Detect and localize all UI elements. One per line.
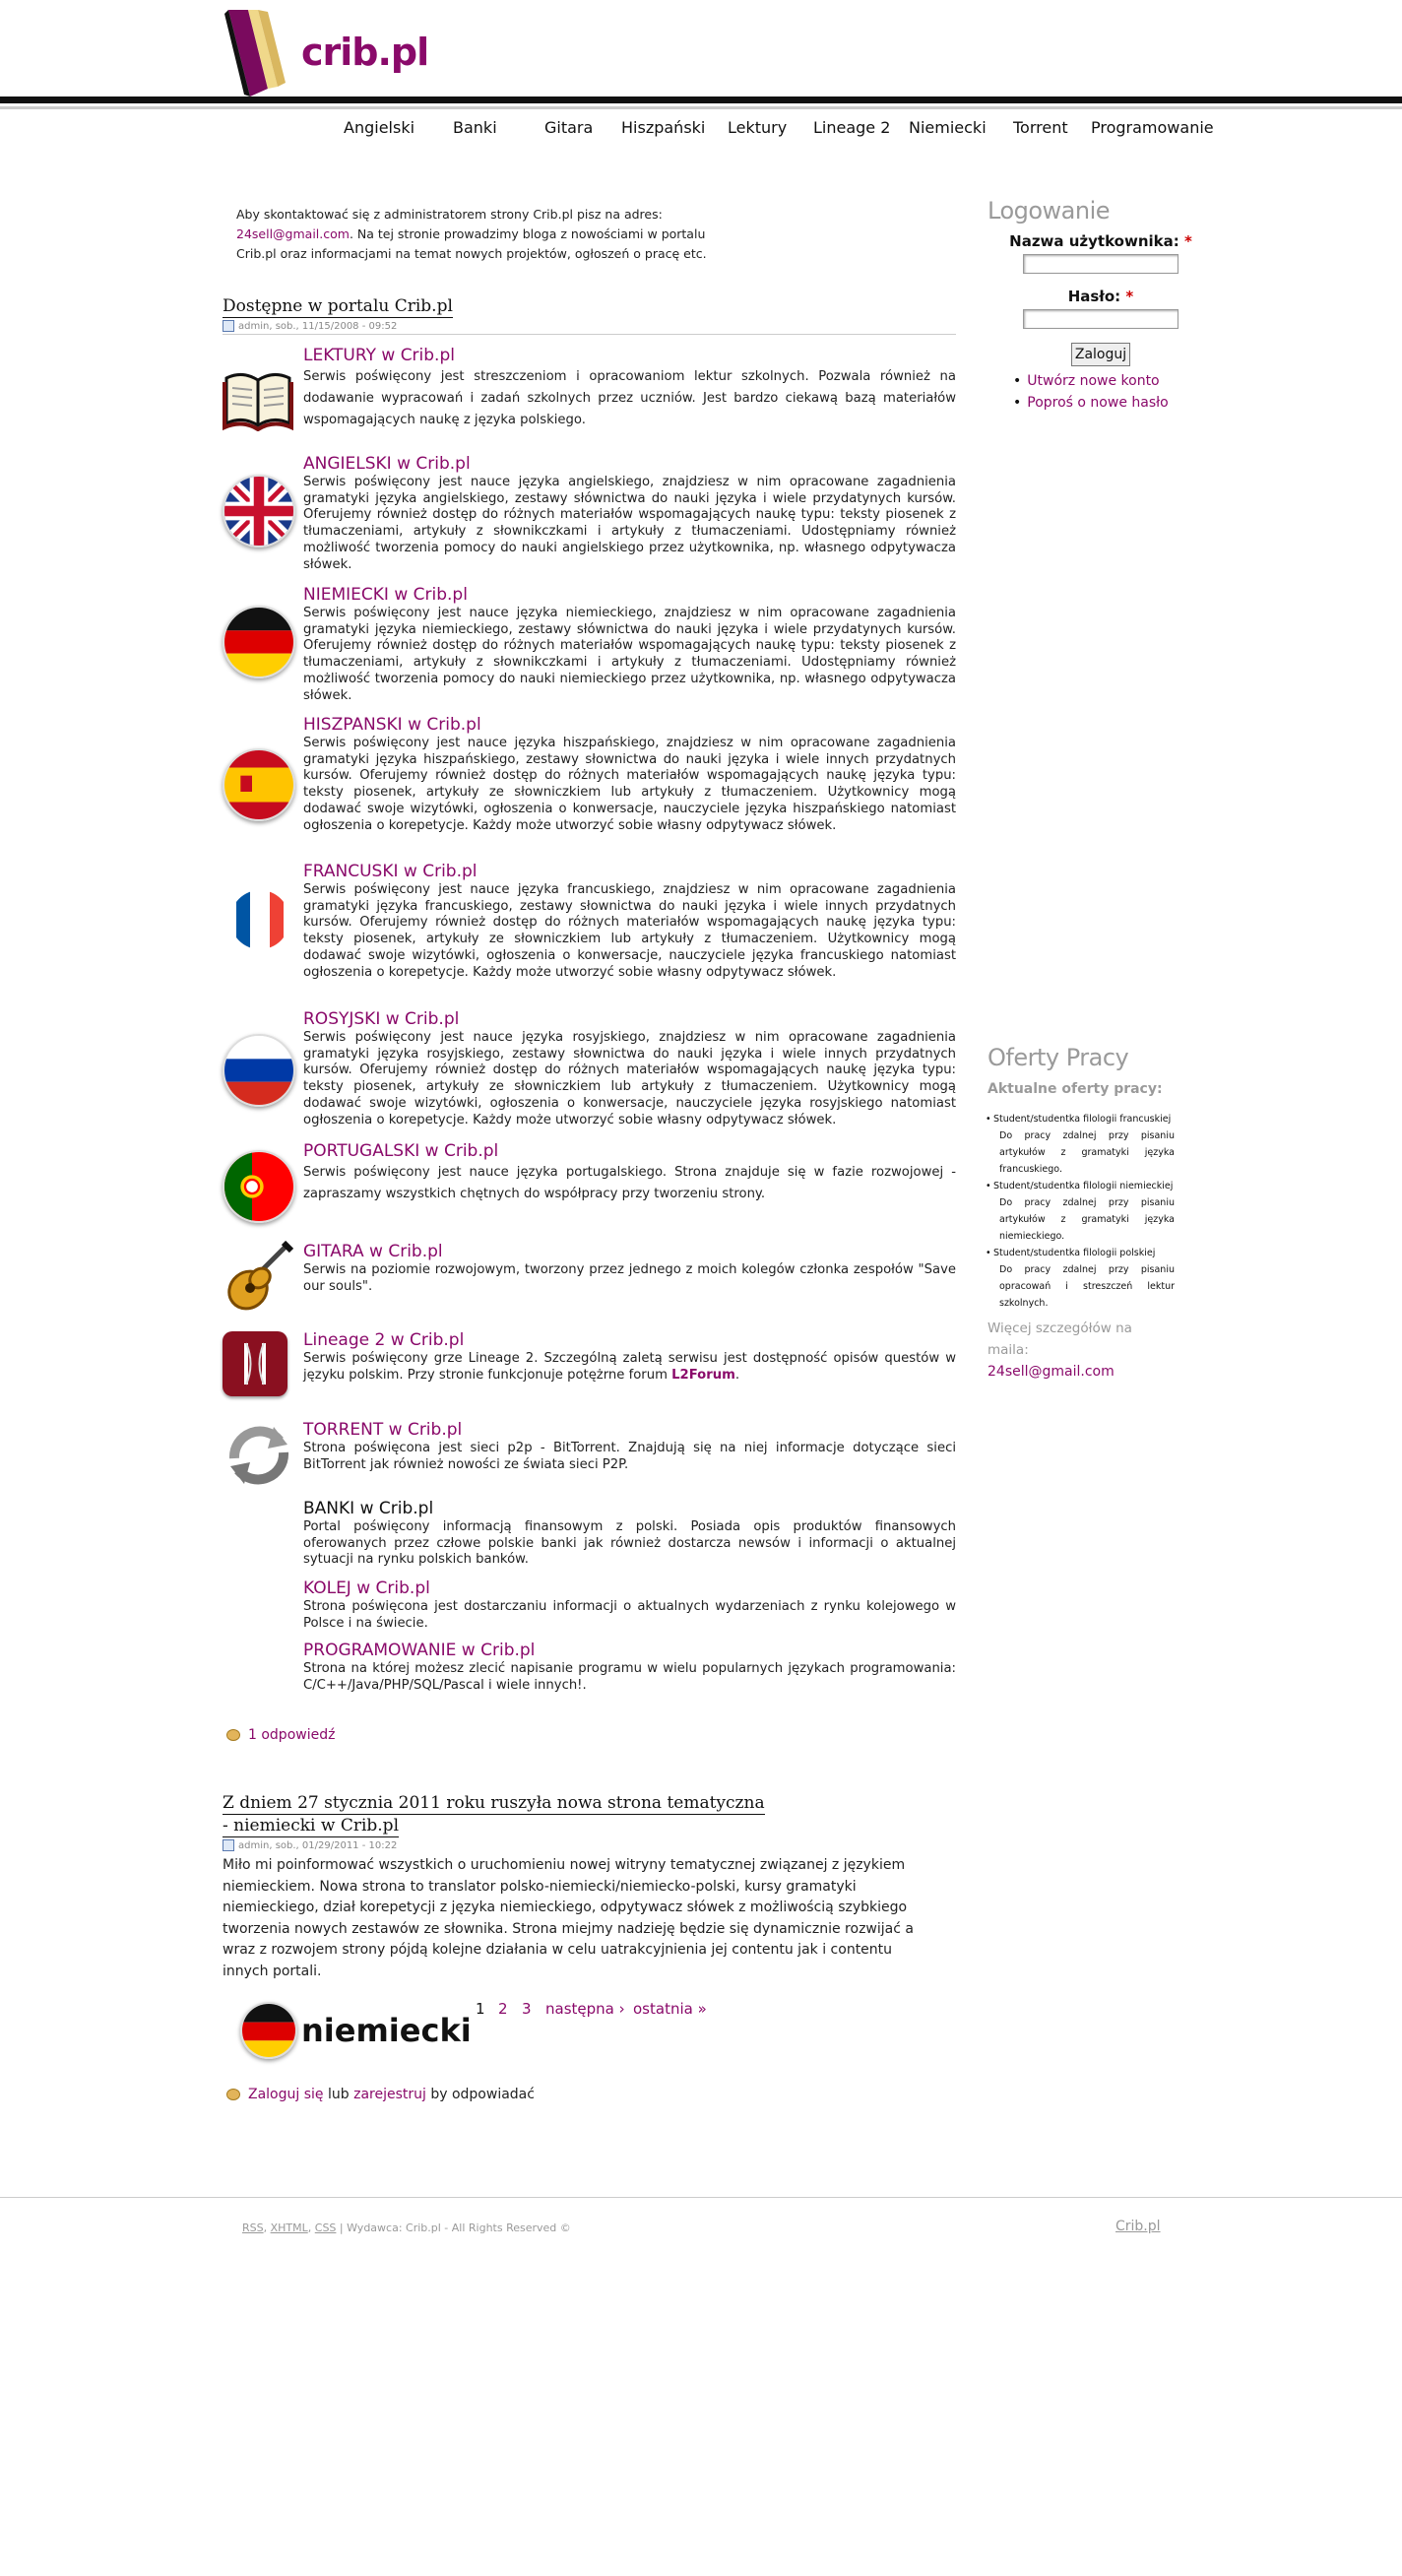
service-text <box>303 453 956 573</box>
username-input[interactable] <box>1023 254 1179 274</box>
account-links <box>1013 370 1214 414</box>
jobs-subtitle: Aktualne oferty pracy: <box>988 1081 1163 1097</box>
germany-flag-icon <box>240 2002 297 2059</box>
username-label-text: Nazwa użytkownika: <box>1009 232 1179 250</box>
reply-login-prompt <box>226 2087 956 2102</box>
torrent-arrows-icon <box>223 1419 295 1492</box>
replies-count[interactable]: 1 odpowiedź <box>248 1727 336 1743</box>
service-title[interactable]: FRANCUSKI w Crib.pl <box>303 862 478 881</box>
service-text <box>303 1498 956 1569</box>
l2forum-link[interactable]: L2Forum <box>671 1367 735 1383</box>
service-text <box>303 861 956 981</box>
service-desc: Serwis poświęcony jest nauce języka hiszpańskiego, znajdziesz w nim opracowane zagadnienia gramatyki języka hiszpańskiego, zestawy słownictwa do nauki języka i wiele innych przydatnych kursów. Oferujemy również dostęp do różnych materiałów wspomagających naukę języka typu: teksty piosenek, artykuły ze słowniczkiem lub artykuły z tłumaczeniem. Użytkownicy mogą dodawać swoje wizytówki, ogłoszenia o konwersacje, nauczyciele języka hiszpańskiego natomiast ogłoszenia o korepetycje. Każdy może utworzyć sobie własny odpytywacz słówek. <box>303 736 956 833</box>
divider <box>223 334 956 335</box>
jobs-list <box>988 1111 1175 1312</box>
post-meta <box>223 320 956 332</box>
intro-line: . Na tej stronie prowadzimy bloga z nowościami w portalu <box>349 226 706 241</box>
username-label <box>988 232 1214 250</box>
service-text <box>303 1008 956 1128</box>
service-desc: Serwis poświęcony jest streszczeniom i opracowaniom lektur szkolnych. Pozwala również na dodawanie wypracowań i zadań szkolnych przez uczniów. Jest bardzo ciekawą bazą materiałów wspomagających naukę z języka polskiego. <box>303 369 956 427</box>
guitar-icon <box>223 1241 295 1314</box>
job-title: • Student/studentka filologii niemieckiej <box>993 1181 1174 1191</box>
service-text <box>303 345 956 431</box>
pager-page-3[interactable]: 3 <box>522 2000 532 2018</box>
footer-left: RSS, XHTML, CSS | Wydawca: Crib.pl - All Rights Reserved © <box>242 2222 571 2234</box>
portugal-flag-icon <box>223 1150 295 1223</box>
france-flag-icon <box>230 890 289 949</box>
lineage-icon <box>223 1331 287 1396</box>
jobs-email-link[interactable]: 24sell@gmail.com <box>988 1364 1115 1380</box>
service-desc: Serwis poświęcony jest nauce języka francuskiego, znajdziesz w nim opracowane zagadnienia gramatyki języka francuskiego, zestawy słownictwa do nauki języka i wiele innych przydatnych kursów. Oferujemy również dostęp do różnych materiałów wspomagających naukę języka typu: teksty piosenek, artykuły ze słowniczkiem lub artykuły z tłumaczeniem. Użytkownicy mogą dodawać swoje wizytówki, ogłoszenia o konwersacje, nauczyciele języka francuskiego natomiast ogłoszenia o korepetycje. Każdy może utworzyć sobie własny odpytywacz słówek. <box>303 882 956 980</box>
login-button[interactable]: Zaloguj <box>1071 343 1130 366</box>
password-label <box>988 288 1214 305</box>
job-title: • Student/studentka filologii polskiej <box>993 1248 1156 1258</box>
service-title[interactable]: BANKI w Crib.pl <box>303 1499 434 1518</box>
main-nav <box>0 118 1402 144</box>
service-title[interactable]: KOLEJ w Crib.pl <box>303 1578 430 1598</box>
service-title[interactable]: HISZPANSKI w Crib.pl <box>303 715 481 735</box>
replies-link[interactable] <box>226 1727 335 1743</box>
service-title[interactable]: ROSYJSKI w Crib.pl <box>303 1009 460 1029</box>
site-logo[interactable] <box>223 8 428 97</box>
calendar-icon <box>223 1839 234 1851</box>
service-desc-end: . <box>734 1367 740 1383</box>
service-desc: Serwis poświęcony jest nauce języka rosyjskiego, znajdziesz w nim opracowane zagadnienia gramatyki języka rosyjskiego, zestawy słownictwa do nauki języka i wiele innych przydatnych kursów. Oferujemy również dostęp do różnych materiałów wspomagających naukę języka typu: teksty piosenek, artykuły ze słowniczkiem lub artykuły z tłumaczeniem. Użytkownicy mogą dodawać swoje wizytówki, ogłoszenia o konwersacje, nauczyciele języka rosyjskiego natomiast ogłoszenia o korepetycje. Każdy może utworzyć sobie własny odpytywacz słówek. <box>303 1030 956 1127</box>
nav-torrent[interactable]: Torrent <box>1013 118 1068 137</box>
password-input[interactable] <box>1023 309 1179 329</box>
service-desc: Serwis poświęcony jest nauce języka portugalskiego. Strona znajduje się w fazie rozwojowej - zapraszamy wszystkich chętnych do współpracy przy tworzeniu strony. <box>303 1165 956 1201</box>
footer-right <box>1115 2219 1161 2234</box>
post-title-line2[interactable]: - niemiecki w Crib.pl <box>223 1816 400 1835</box>
service-title[interactable]: PORTUGALSKI w Crib.pl <box>303 1141 499 1161</box>
calendar-icon <box>223 320 234 332</box>
nav-lektury[interactable]: Lektury <box>728 118 788 137</box>
header-bar <box>0 97 1402 103</box>
register-link[interactable]: zarejestruj <box>353 2087 426 2102</box>
job-offers <box>988 1044 1175 1380</box>
new-password-link[interactable]: Poproś o nowe hasło <box>1027 395 1169 411</box>
service-desc: Strona poświęcona jest sieci p2p - BitTorrent. Znajdują się na niej informacje dotyczące sieci BitTorrent jak również nowości ze świata sieci P2P. <box>303 1441 956 1472</box>
jobs-title: Oferty Pracy <box>988 1044 1129 1071</box>
job-desc: Do pracy zdalnej przy pisaniu artykułów z gramatyki języka niemieckiego. <box>999 1197 1175 1242</box>
logo-text: crib.pl <box>301 31 429 74</box>
job-title: • Student/studentka filologii francuskiej <box>993 1114 1172 1125</box>
germany-flag-icon <box>223 606 295 678</box>
rss-link[interactable]: RSS <box>242 2222 264 2234</box>
service-desc: Serwis poświęcony jest nauce języka angielskiego, znajdziesz w nim opracowane zagadnienia gramatyki języka angielskiego, zestawy słównictwa do nauki języka i wiele przydatynych kursów. Oferujemy również dostęp do różnych materiałów wspomagających naukę typu: teksty piosenek z tłumaczeniami, artykuły z słownikczkami i artykuły z tłumaczeniami. Udostępniamy również możliwość tworzenia pomocy do nauki angielskiego przez użytkownika, np. własnego odpytywacza słówek. <box>303 475 956 572</box>
xhtml-link[interactable]: XHTML <box>270 2222 308 2234</box>
service-desc: Serwis poświęcony jest nauce języka niemieckiego, znajdziesz w nim opracowane zagadnienia gramatyki języka niemieckiego, zestawy słównictwa do nauki języka i wiele przydatynych kursów. Oferujemy również dostęp do różnych materiałów wspomagających naukę typu: teksty piosenek z tłumaczeniami, artykuły z słownikczkami i artykuły z tłumaczeniami. Udostępniamy również możliwość tworzenia pomocy do nauki niemieckiego przez użytkownika, np. własnego odpytywacza słówek. <box>303 606 956 703</box>
post-niemiecki-launch <box>223 1792 956 2102</box>
sidebar <box>988 197 1214 1380</box>
service-desc: Portal poświęcony informacją finansowym z polski. Posiada opis produktów finansowych oferowanych przez człowe polskie banki jak również dostarcza newsów i informacji o aktualnej sytuacji na rynku polskich banków. <box>303 1519 956 1568</box>
css-link[interactable]: CSS <box>314 2222 337 2234</box>
post-meta <box>223 1839 956 1851</box>
comment-icon <box>226 2089 240 2100</box>
header <box>0 0 1402 98</box>
russia-flag-icon <box>223 1034 295 1107</box>
to-reply-text: by odpowiadać <box>430 2087 535 2102</box>
service-title[interactable]: PROGRAMOWANIE w Crib.pl <box>303 1641 536 1660</box>
login-title: Logowanie <box>988 197 1111 225</box>
service-title[interactable]: LEKTURY w Crib.pl <box>303 346 455 365</box>
service-text <box>303 1241 956 1295</box>
service-desc: Strona na której możesz zlecić napisanie programu w wielu popularnych językach programowania: C/C++/Java/PHP/SQL/Pascal i wiele innych!. <box>303 1661 956 1693</box>
nav-niemiecki[interactable]: Niemiecki <box>909 118 987 137</box>
or-text: lub <box>327 2087 350 2102</box>
nav-gitara[interactable]: Gitara <box>544 118 594 137</box>
required-mark: * <box>1125 288 1134 305</box>
nav-angielski[interactable]: Angielski <box>344 118 415 137</box>
service-title[interactable]: Lineage 2 w Crib.pl <box>303 1330 465 1350</box>
service-title[interactable]: ANGIELSKI w Crib.pl <box>303 454 471 474</box>
nav-lineage2[interactable]: Lineage 2 <box>813 118 891 137</box>
jobs-more-info: Więcej szczegółów na maila: <box>988 1320 1132 1358</box>
header-divider <box>0 106 1402 109</box>
pager-page-2[interactable]: 2 <box>498 2000 508 2018</box>
banner-text: niemiecki <box>301 2012 472 2049</box>
service-text <box>303 1640 956 1694</box>
intro-text <box>236 205 758 264</box>
service-title[interactable]: TORRENT w Crib.pl <box>303 1420 463 1440</box>
contact-email-link[interactable]: 24sell@gmail.com <box>236 226 350 241</box>
pager-current: 1 <box>476 2000 485 2018</box>
comment-icon <box>226 1729 240 1741</box>
book-icon <box>223 364 295 437</box>
service-title[interactable]: GITARA w Crib.pl <box>303 1242 443 1261</box>
job-desc: Do pracy zdalnej przy pisaniu artykułów z gramatyki języka francuskiego. <box>999 1130 1175 1175</box>
service-text <box>303 1329 956 1384</box>
books-logo-icon <box>223 8 293 97</box>
service-desc-text: Serwis poświęcony grze Lineage 2. Szczególną zaletą serwisu jest dostępność opisów questów w języku polskim. Przy stronie funkcjonuje potężrne forum <box>303 1351 956 1383</box>
service-text <box>303 1140 956 1205</box>
post-meta-text: admin, sob., 01/29/2011 - 10:22 <box>238 1839 398 1851</box>
service-title[interactable]: NIEMIECKI w Crib.pl <box>303 585 468 605</box>
job-item[interactable] <box>988 1178 1175 1245</box>
service-desc <box>303 1351 956 1384</box>
create-account-link[interactable]: Utwórz nowe konto <box>1027 373 1160 389</box>
login-link[interactable]: Zaloguj się <box>248 2087 324 2102</box>
service-text <box>303 584 956 704</box>
password-label-text: Hasło: <box>1067 288 1121 305</box>
job-item[interactable] <box>988 1111 1175 1178</box>
nav-hiszpanski[interactable]: Hiszpański <box>621 118 706 137</box>
job-item[interactable] <box>988 1245 1175 1312</box>
spain-flag-icon <box>223 748 295 821</box>
service-text <box>303 1578 956 1632</box>
footer-divider <box>0 2197 1402 2198</box>
required-mark: * <box>1184 232 1192 250</box>
intro-line: Aby skontaktować się z administratorem strony Crib.pl pisz na adres: <box>236 207 663 222</box>
post-meta-text: admin, sob., 11/15/2008 - 09:52 <box>238 320 398 332</box>
pager-last[interactable]: ostatnia » <box>633 2000 707 2018</box>
intro-line: Crib.pl oraz informacjami na temat nowych projektów, ogłoszeń o pracę etc. <box>236 246 707 261</box>
footer-site-link[interactable]: Crib.pl <box>1115 2219 1161 2234</box>
footer-text: | Wydawca: Crib.pl - All Rights Reserved © <box>339 2222 571 2234</box>
service-text <box>303 1419 956 1473</box>
service-desc: Serwis na poziomie rozwojowym, tworzony przez jednego z moich kolegów członka zespołów "Save our souls". <box>303 1262 956 1294</box>
job-desc: Do pracy zdalnej przy pisaniu opracowań i streszczeń lektur szkolnych. <box>999 1264 1175 1309</box>
pager-next[interactable]: następna › <box>545 2000 625 2018</box>
uk-flag-icon <box>223 475 295 547</box>
nav-programowanie[interactable]: Programowanie <box>1091 118 1214 137</box>
post-title[interactable]: Dostępne w portalu Crib.pl <box>223 296 453 316</box>
service-text <box>303 714 956 834</box>
nav-banki[interactable]: Banki <box>453 118 497 137</box>
service-desc: Strona poświęcona jest dostarczaniu informacji o aktualnych wydarzeniach z rynku kolejowego w Polsce i na świecie. <box>303 1599 956 1631</box>
post-body: Miło mi poinformować wszystkich o uruchomieniu nowej witryny tematycznej związanej z językiem niemieckiem. Nowa strona to translator polsko-niemiecki/niemiecko-polski, kursy gramatyki niemieckiego, dział korepetycji z języka niemieckiego, odpytywacz słówek z możliwością szybkiego tworzenia nowych zestawów ze słownika. Strona miejmy nadzieję będzie się dynamicznie rozwijać a wraz z rozwojem strony pójdą kolejne działania w celu uatrakcyjnienia jej contentu jak i contentu innych portali. <box>223 1857 914 1979</box>
post-title[interactable]: Z dniem 27 stycznia 2011 roku ruszyła nowa strona tematyczna <box>223 1793 765 1813</box>
post-available <box>223 295 956 335</box>
